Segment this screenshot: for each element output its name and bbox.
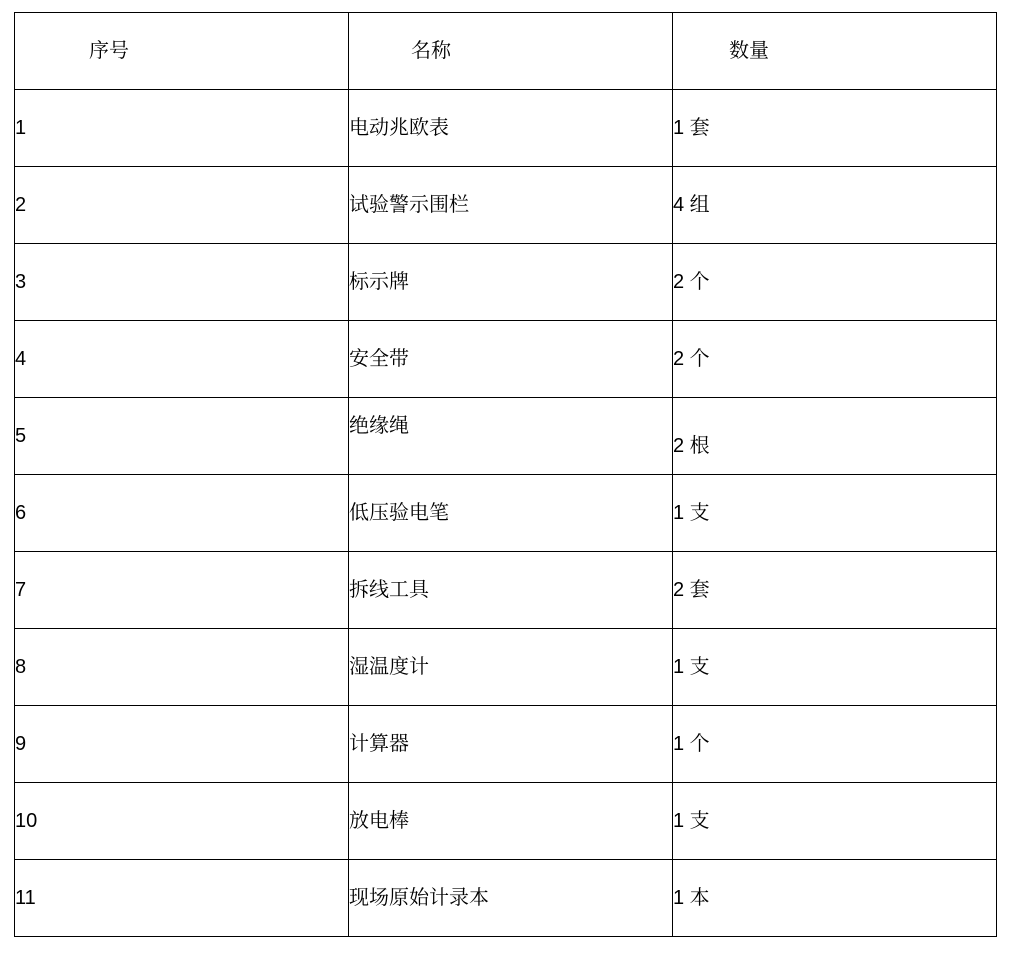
cell-index: 9 (15, 706, 349, 783)
cell-name: 电动兆欧表 (349, 90, 673, 167)
cell-index: 5 (15, 398, 349, 475)
cell-index: 2 (15, 167, 349, 244)
document-page (0, 12, 1019, 963)
cell-qty (673, 398, 997, 475)
table-row (15, 90, 997, 167)
table-row (15, 783, 997, 860)
cell-qty-text: 2 根 (673, 435, 710, 457)
table-row (15, 629, 997, 706)
cell-name: 标示牌 (349, 244, 673, 321)
table-row (15, 475, 997, 552)
cell-name (349, 398, 673, 475)
cell-index: 4 (15, 321, 349, 398)
table-row (15, 706, 997, 783)
cell-qty: 1 套 (673, 90, 997, 167)
table-header-row (15, 13, 997, 90)
cell-index: 8 (15, 629, 349, 706)
column-header-name: 名称 (349, 13, 673, 90)
cell-qty: 1 支 (673, 783, 997, 860)
equipment-table (14, 12, 997, 937)
cell-index: 11 (15, 860, 349, 937)
table-row (15, 244, 997, 321)
column-header-qty: 数量 (673, 13, 997, 90)
cell-name: 现场原始计录本 (349, 860, 673, 937)
table-row (15, 167, 997, 244)
table-row (15, 860, 997, 937)
column-header-index: 序号 (15, 13, 349, 90)
cell-qty: 1 支 (673, 629, 997, 706)
cell-qty: 1 支 (673, 475, 997, 552)
table-row (15, 552, 997, 629)
cell-qty: 1 个 (673, 706, 997, 783)
cell-name: 试验警示围栏 (349, 167, 673, 244)
cell-index: 10 (15, 783, 349, 860)
cell-index: 1 (15, 90, 349, 167)
cell-index: 3 (15, 244, 349, 321)
cell-name: 拆线工具 (349, 552, 673, 629)
cell-qty: 1 本 (673, 860, 997, 937)
cell-name: 湿温度计 (349, 629, 673, 706)
cell-name: 安全带 (349, 321, 673, 398)
cell-name: 低压验电笔 (349, 475, 673, 552)
cell-index: 6 (15, 475, 349, 552)
cell-name: 放电棒 (349, 783, 673, 860)
cell-qty: 2 套 (673, 552, 997, 629)
cell-index: 7 (15, 552, 349, 629)
cell-name: 计算器 (349, 706, 673, 783)
table-row (15, 321, 997, 398)
table-row (15, 398, 997, 475)
cell-name-text: 绝缘绳 (349, 415, 409, 437)
cell-qty: 2 个 (673, 321, 997, 398)
cell-qty: 4 组 (673, 167, 997, 244)
cell-qty: 2 个 (673, 244, 997, 321)
